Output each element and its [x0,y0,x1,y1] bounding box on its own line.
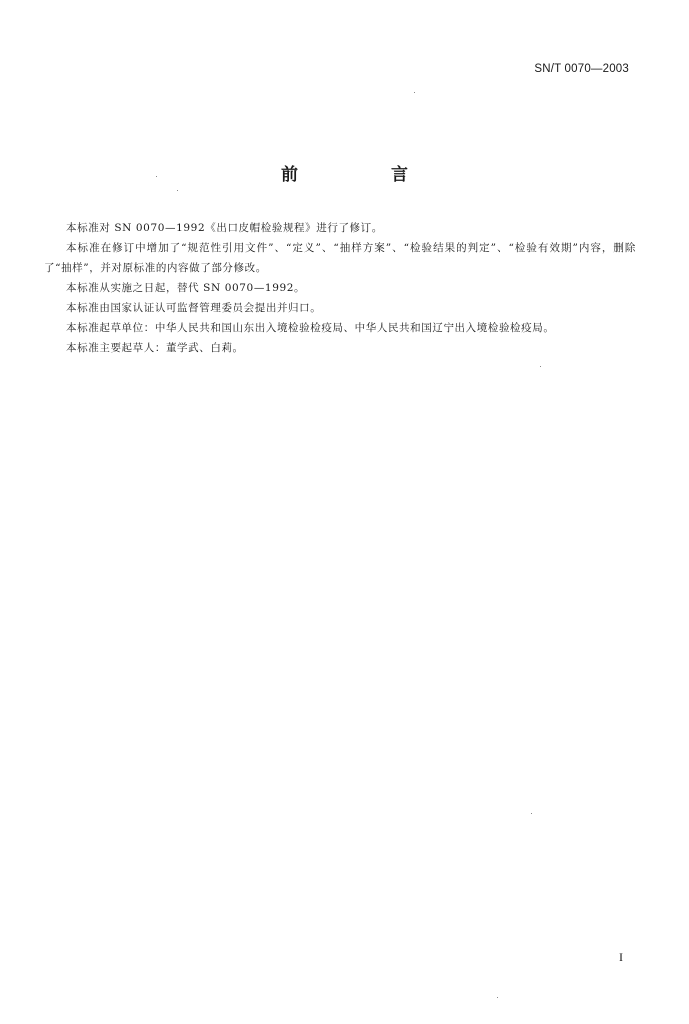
scan-speck [497,997,498,998]
paragraph-replacement: 本标准从实施之日起，替代 SN 0070—1992。 [66,282,306,294]
paragraph-changes: 本标准在修订中增加了“规范性引用文件”、“定义”、“抽样方案”、“检验结果的判定”、“检验有效期”内容，删除了“抽样”，并对原标准的内容做了部分修改。 [44,242,636,274]
paragraph-revision: 本标准对 SN 0070—1992《出口皮帽检验规程》进行了修订。 [66,222,383,234]
page-number: I [619,950,623,964]
scan-speck [531,813,532,814]
page-title: 前 言 [281,165,446,185]
standard-code: SN/T 0070—2003 [534,63,629,75]
scan-speck [177,190,178,191]
paragraph-drafting-units: 本标准起草单位：中华人民共和国山东出入境检验检疫局、中华人民共和国辽宁出入境检验检疫局。 [66,322,555,334]
foreword-body [44,218,636,358]
scan-speck [156,176,157,177]
paragraph-drafters: 本标准主要起草人：董学武、白莉。 [66,342,244,354]
paragraph-proposer: 本标准由国家认证认可监督管理委员会提出并归口。 [66,302,322,314]
scan-speck [414,92,415,93]
scan-speck [540,366,541,367]
